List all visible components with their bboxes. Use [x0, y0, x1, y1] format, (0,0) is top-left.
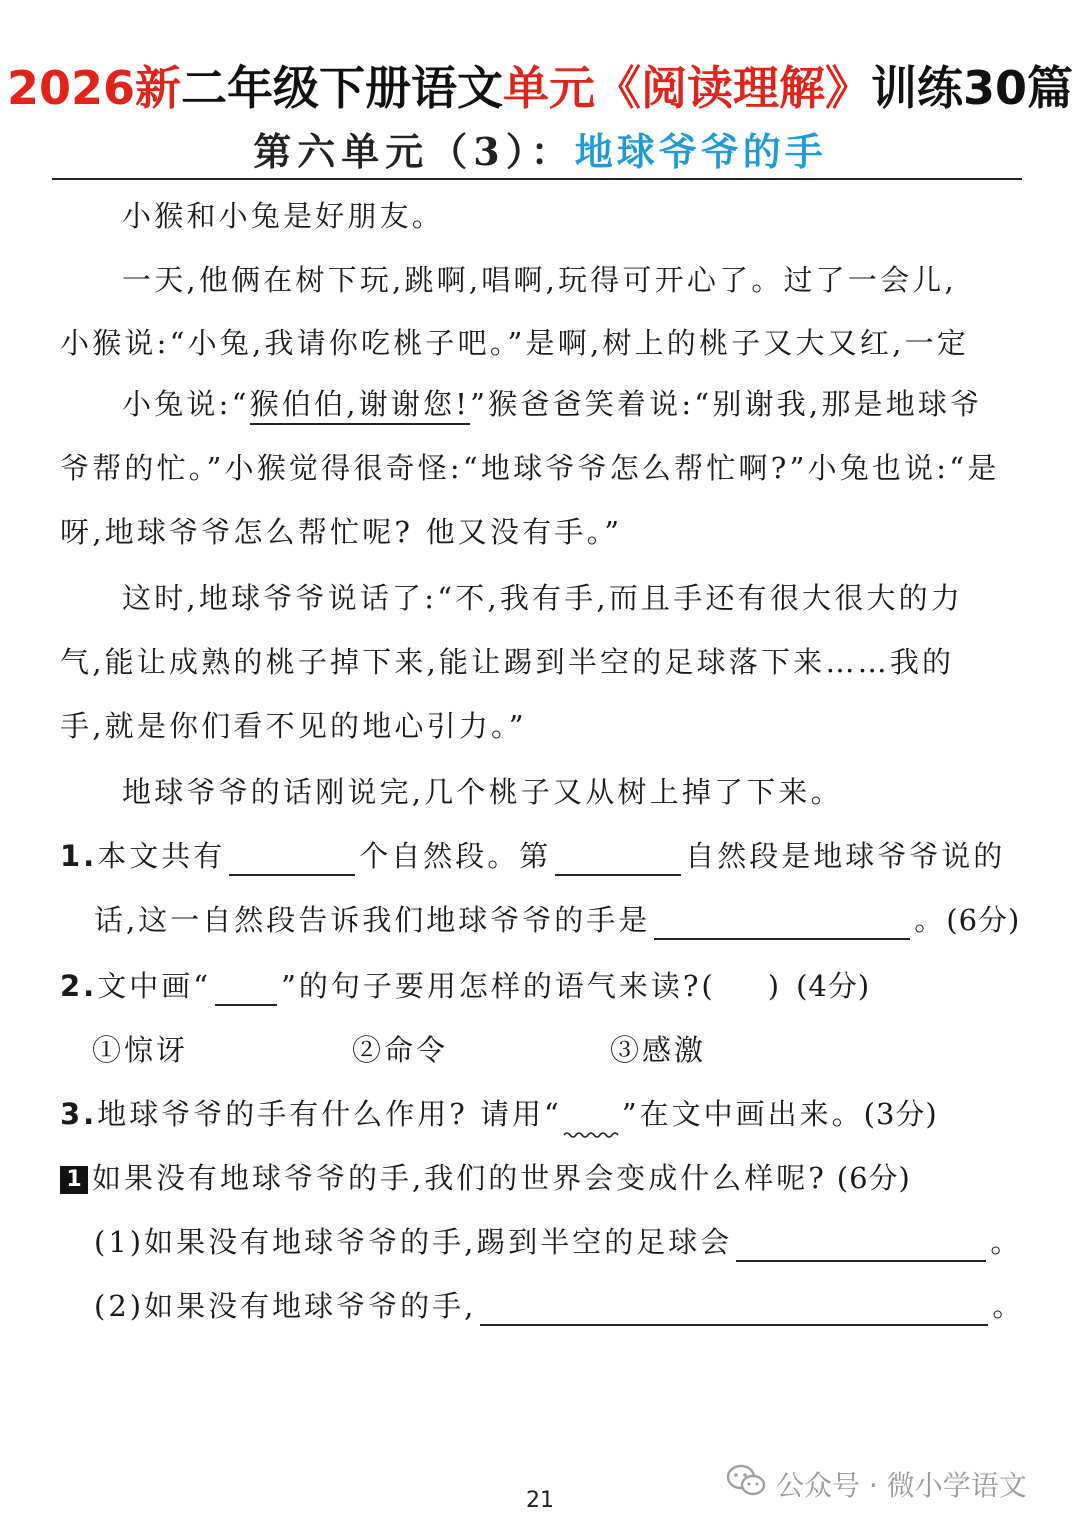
underline-sample	[215, 974, 277, 1006]
question-2-text-c: )	[767, 969, 783, 1003]
question-4-sub-2	[94, 1286, 1024, 1326]
passage-line-6: 呀,地球爷爷怎么帮忙呢? 他又没有手。”	[60, 515, 623, 549]
question-3-text-a: 地球爷爷的手有什么作用? 请用“	[97, 1097, 562, 1131]
title-suffix: 训练30篇	[871, 61, 1074, 115]
passage-line-8: 气,能让成熟的桃子掉下来,能让踢到半空的足球落下来……我的	[60, 645, 955, 679]
underlined-sentence: 猴伯伯,谢谢您!	[250, 387, 470, 425]
page-number: 21	[526, 1488, 554, 1513]
question-4	[60, 1158, 911, 1198]
question-2-text-a: 文中画“	[97, 969, 212, 1003]
question-1-text-a: 本文共有	[97, 839, 226, 873]
passage-line-9: 手,就是你们看不见的地心引力。”	[60, 709, 527, 743]
question-4-sub-1-period: 。	[990, 1225, 1023, 1259]
question-1-number: 1.	[60, 839, 98, 873]
question-3	[60, 1094, 938, 1134]
question-2-number: 2.	[60, 969, 98, 1003]
option-2[interactable]: ②命令	[352, 1033, 449, 1067]
question-3-number: 3.	[60, 1097, 98, 1131]
unit-label: 第六单元（3）：	[253, 129, 575, 174]
passage-line-4	[122, 384, 1080, 424]
question-1-period: 。	[914, 903, 947, 937]
passage-line-7: 这时,地球爷爷说话了:“不,我有手,而且手还有很大很大的力	[122, 581, 964, 615]
answer-blank-football[interactable]	[736, 1230, 986, 1262]
question-4-sub-1-text: (1)如果没有地球爷爷的手,踢到半空的足球会	[94, 1225, 733, 1259]
lesson-title: 地球爷爷的手	[574, 129, 827, 174]
passage-line-1: 小猴和小兔是好朋友。	[122, 199, 445, 233]
question-4-sub-1	[94, 1222, 1022, 1262]
answer-blank-paragraph-count[interactable]	[229, 844, 355, 876]
question-3-score: (3分)	[863, 1097, 938, 1131]
passage-line-5: 爷帮的忙。”小猴觉得很奇怪:“地球爷爷怎么帮忙啊?”小兔也说:“是	[60, 451, 1000, 485]
passage-line-4-end: ”猴爸爸笑着说:“别谢我,那是地球爷	[470, 387, 983, 421]
answer-blank-paragraph-number[interactable]	[555, 844, 681, 876]
question-4-score: (6分)	[836, 1161, 911, 1195]
question-1-text-d: 话,这一自然段告诉我们地球爷爷的手是	[94, 903, 651, 937]
passage-line-10: 地球爷爷的话刚说完,几个桃子又从树上掉了下来。	[122, 775, 843, 809]
question-1-line-1	[60, 836, 1005, 876]
page-title	[0, 58, 1080, 118]
question-4-text: 如果没有地球爷爷的手,我们的世界会变成什么样呢?	[92, 1161, 827, 1195]
unit-subtitle	[0, 126, 1080, 178]
answer-blank-world[interactable]	[480, 1294, 988, 1326]
question-4-sub-2-text: (2)如果没有地球爷爷的手,	[94, 1289, 477, 1323]
answer-blank-earth-hand[interactable]	[654, 908, 910, 940]
title-prefix: 2026新	[6, 61, 181, 115]
question-4-marker: 1	[60, 1166, 88, 1194]
wavy-line-icon	[562, 1104, 622, 1134]
question-2-text-b: ”的句子要用怎样的语气来读?(	[281, 969, 716, 1003]
title-mid: 二年级下册语文	[181, 61, 503, 115]
question-2-score: (4分)	[796, 969, 871, 1003]
option-3[interactable]: ③感激	[610, 1033, 707, 1067]
question-1-line-2	[94, 900, 1020, 940]
question-1-text-b: 个自然段。第	[359, 839, 552, 873]
passage-line-4-start: 小兔说:“	[122, 387, 250, 421]
passage-line-3: 小猴说:“小兔,我请你吃桃子吧。”是啊,树上的桃子又大又红,一定	[60, 326, 969, 360]
watermark-text: 公众号 · 微小学语文	[776, 1469, 1027, 1502]
question-1-score: (6分)	[946, 903, 1021, 937]
title-highlight: 单元《阅读理解》	[503, 61, 871, 115]
question-1-text-c: 自然段是地球爷爷说的	[685, 839, 1006, 873]
option-1[interactable]: ①惊讶	[92, 1033, 189, 1067]
question-4-sub-2-period: 。	[992, 1289, 1025, 1323]
question-3-text-b: ”在文中画出来。	[621, 1097, 864, 1131]
passage-line-2: 一天,他俩在树下玩,跳啊,唱啊,玩得可开心了。过了一会儿,	[122, 263, 957, 297]
header-divider	[52, 178, 1022, 180]
question-2	[60, 966, 870, 1006]
